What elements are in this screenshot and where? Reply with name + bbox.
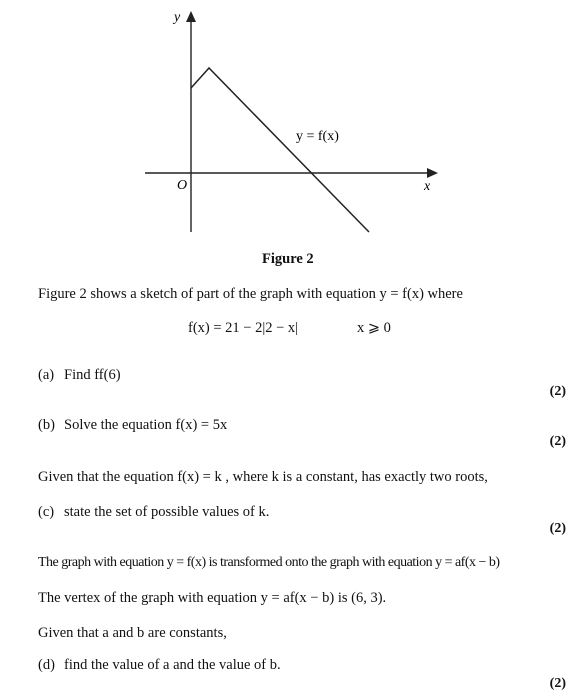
part-a-marks: (2) xyxy=(549,384,566,399)
part-b-marks: (2) xyxy=(549,434,566,449)
part-c-label: (c) xyxy=(38,504,55,520)
x-axis-arrow-icon xyxy=(427,168,438,178)
part-b-label: (b) xyxy=(38,417,55,433)
curve-f xyxy=(191,68,369,232)
y-axis-label: y xyxy=(174,10,181,25)
function-domain: x ⩾ 0 xyxy=(357,320,391,336)
figure-2-graph xyxy=(0,0,580,250)
part-c-marks: (2) xyxy=(549,521,566,536)
transform-text: The graph with equation y = f(x) is transformed onto the graph with equation y = af(x − b) xyxy=(38,555,500,570)
intro-text: Figure 2 shows a sketch of part of the graph with equation y = f(x) where xyxy=(38,286,463,302)
part-c-question: state the set of possible values of k. xyxy=(64,504,270,520)
given-ab-text: Given that a and b are constants, xyxy=(38,625,227,641)
part-a-question: Find ff(6) xyxy=(64,367,121,383)
part-b-question: Solve the equation f(x) = 5x xyxy=(64,417,228,433)
origin-label: O xyxy=(177,178,188,193)
curve-label: y = f(x) xyxy=(296,129,339,144)
part-d-marks: (2) xyxy=(549,676,566,691)
x-axis-label: x xyxy=(424,179,431,194)
figure-caption: Figure 2 xyxy=(262,251,314,267)
part-d-label: (d) xyxy=(38,657,55,673)
part-d-question: find the value of a and the value of b. xyxy=(64,657,281,673)
part-a-label: (a) xyxy=(38,367,55,383)
given-k-text: Given that the equation f(x) = k , where k is a constant, has exactly two roots, xyxy=(38,469,488,485)
y-axis-arrow-icon xyxy=(186,11,196,22)
vertex-text: The vertex of the graph with equation y = af(x − b) is (6, 3). xyxy=(38,590,387,606)
function-equation: f(x) = 21 − 2|2 − x| xyxy=(188,320,299,336)
